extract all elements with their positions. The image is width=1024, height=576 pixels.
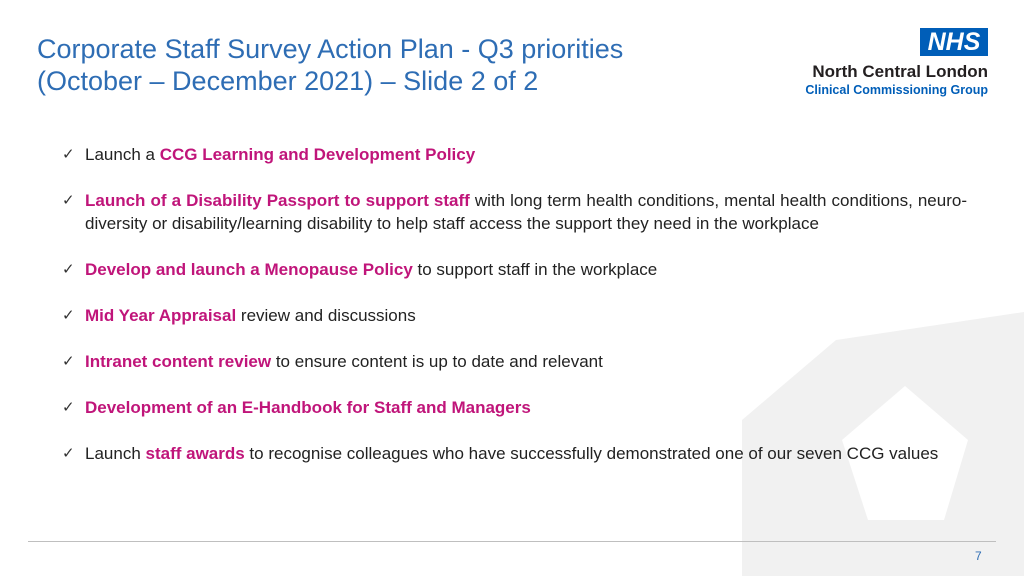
list-item (62, 442, 967, 465)
checkmark-icon: ✓ (62, 398, 75, 416)
list-item (62, 350, 967, 373)
item-text: Launch (85, 444, 146, 463)
item-highlight: Intranet content review (85, 352, 272, 371)
checkmark-icon: ✓ (62, 260, 75, 278)
checkmark-icon: ✓ (62, 145, 75, 163)
list-item (62, 143, 967, 166)
nhs-logo (788, 28, 990, 100)
priorities-list (62, 143, 967, 488)
list-item (62, 304, 967, 327)
item-highlight: staff awards (145, 444, 245, 463)
item-text: to recognise colleagues who have successfully demonstrated one of our seven CCG values (244, 444, 939, 463)
item-text: review and discussions (236, 306, 416, 325)
item-highlight: Development of an E-Handbook for Staff and Managers (85, 398, 531, 417)
item-text: to support staff in the workplace (412, 260, 658, 279)
checkmark-icon: ✓ (62, 191, 75, 209)
list-item (62, 189, 967, 235)
nhs-wordmark: NHS (920, 28, 988, 56)
list-item (62, 258, 967, 281)
checkmark-icon: ✓ (62, 352, 75, 370)
item-highlight: Launch of a Disability Passport to support staff (85, 191, 470, 210)
org-subtitle: Clinical Commissioning Group (805, 83, 988, 97)
slide-title (37, 33, 757, 97)
checkmark-icon: ✓ (62, 444, 75, 462)
footer-divider (28, 541, 996, 542)
item-text: Launch a (85, 145, 160, 164)
title-line-1: Corporate Staff Survey Action Plan - Q3 priorities (37, 34, 624, 64)
item-highlight: Develop and launch a Menopause Policy (85, 260, 413, 279)
list-item (62, 396, 967, 419)
title-line-2: (October – December 2021) – Slide 2 of 2 (37, 66, 539, 96)
item-highlight: Mid Year Appraisal (85, 306, 237, 325)
org-name: North Central London (812, 62, 988, 81)
page-number: 7 (975, 549, 982, 563)
item-text: with long term health conditions, mental health conditions, neuro-diversity or disability/learning disability to help staff access the support they need in the workplace (85, 191, 967, 233)
item-text: to ensure content is up to date and relevant (271, 352, 603, 371)
checkmark-icon: ✓ (62, 306, 75, 324)
item-highlight: CCG Learning and Development Policy (159, 145, 476, 164)
